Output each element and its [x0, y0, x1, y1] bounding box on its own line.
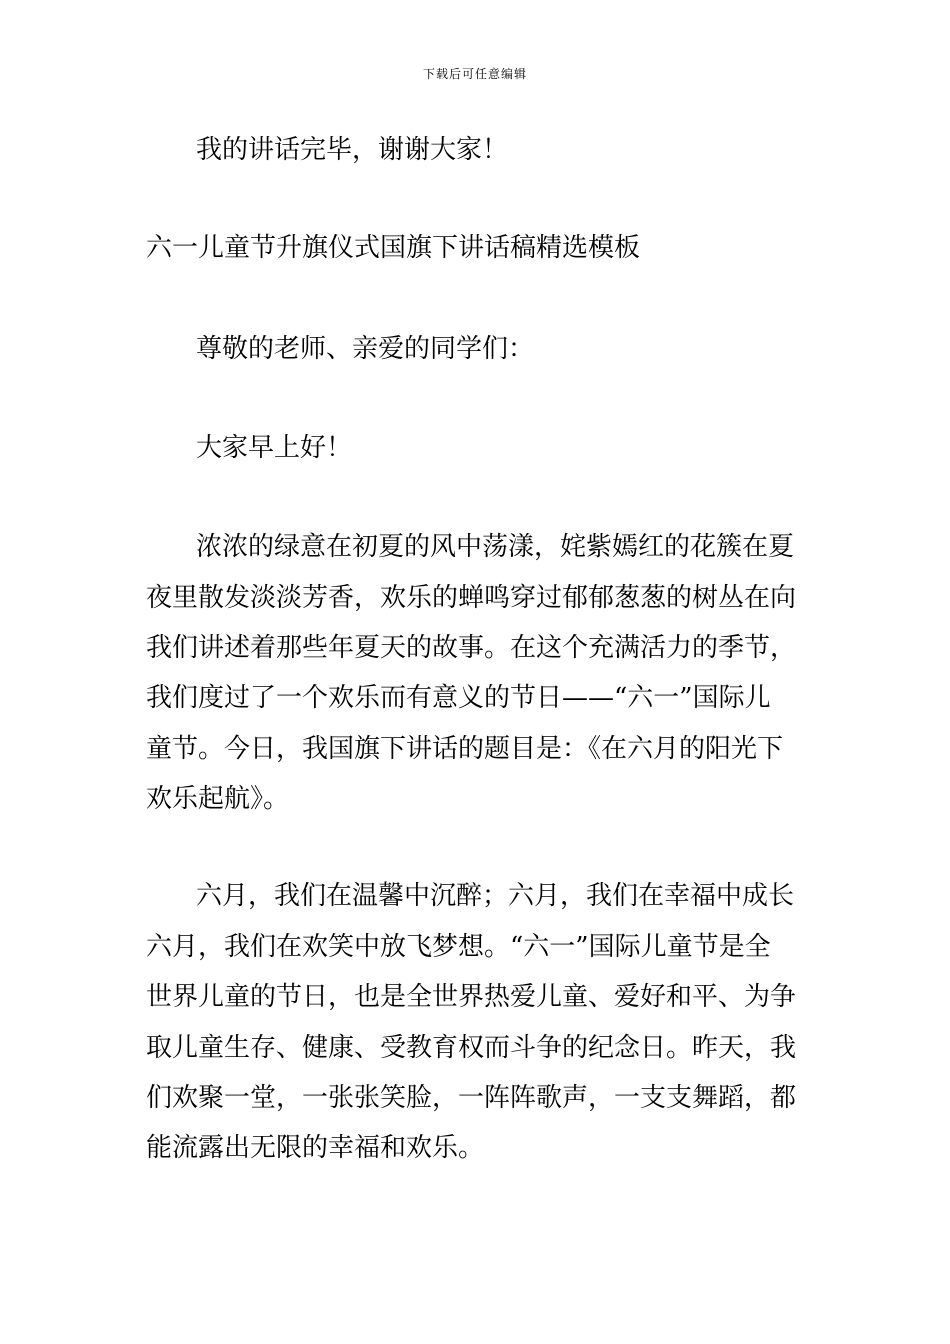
closing-line: 我的讲话完毕，谢谢大家！	[196, 135, 509, 165]
paragraph-2-line-5: 们欢聚一堂，一张张笑脸，一阵阵歌声，一支支舞蹈，都	[146, 1083, 797, 1113]
paragraph-1-line-4: 我们度过了一个欢乐而有意义的节日——“六一”国际儿	[146, 683, 771, 713]
paragraph-1-line-3: 我们讲述着那些年夏天的故事。在这个充满活力的季节，	[146, 633, 797, 663]
paragraph-2-line-4: 取儿童生存、健康、受教育权而斗争的纪念日。昨天，我	[146, 1033, 797, 1063]
paragraph-2-line-2: 六月，我们在欢笑中放飞梦想。“六一”国际儿童节是全	[146, 932, 771, 962]
paragraph-2-line-6: 能流露出无限的幸福和欢乐。	[146, 1133, 485, 1163]
paragraph-1-line-2: 夜里散发淡淡芳香，欢乐的蝉鸣穿过郁郁葱葱的树丛在向	[146, 583, 797, 613]
document-title: 六一儿童节升旗仪式国旗下讲话稿精选模板	[146, 233, 641, 263]
greeting-line: 大家早上好！	[196, 433, 353, 463]
paragraph-2-line-3: 世界儿童的节日，也是全世界热爱儿童、爱好和平、为争	[146, 982, 797, 1012]
salutation-line: 尊敬的老师、亲爱的同学们：	[196, 334, 535, 364]
paragraph-2-line-1: 六月，我们在温馨中沉醉；六月，我们在幸福中成长	[196, 881, 795, 911]
page-header-note: 下载后可任意编辑	[422, 67, 527, 81]
paragraph-1-line-5: 童节。今日，我国旗下讲话的题目是：《在六月的阳光下	[146, 734, 784, 764]
paragraph-1-line-1: 浓浓的绿意在初夏的风中荡漾，姹紫嫣红的花簇在夏	[196, 532, 795, 562]
paragraph-1-line-6: 欢乐起航》。	[146, 784, 290, 814]
